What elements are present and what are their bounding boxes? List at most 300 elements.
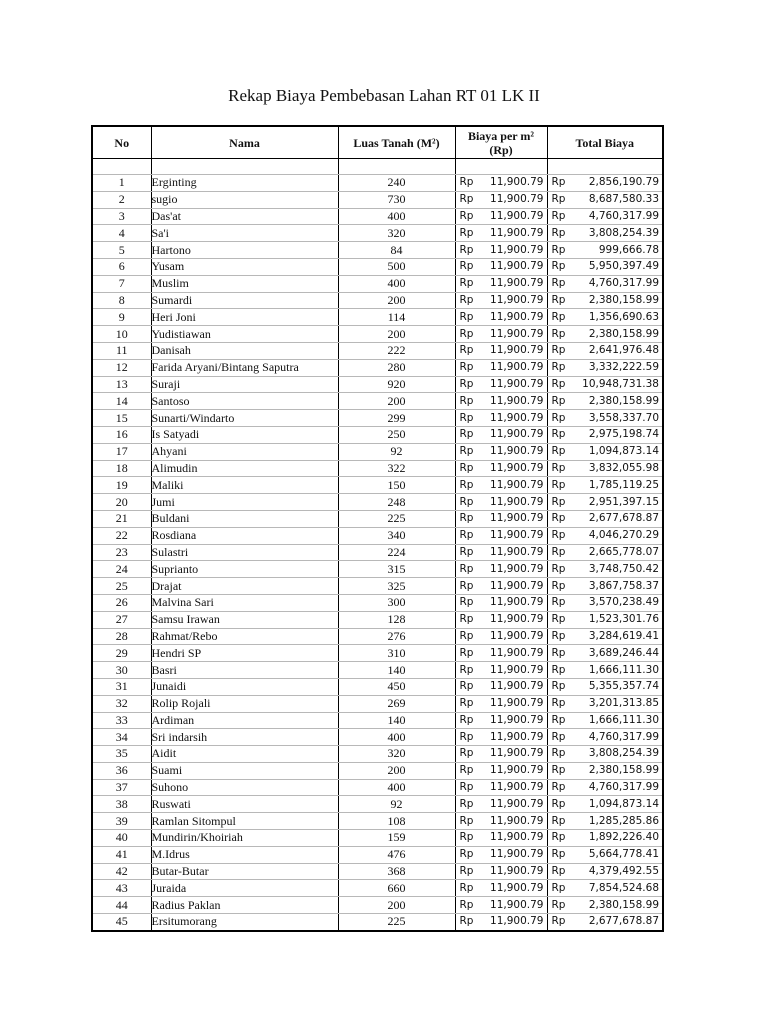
row-biaya (455, 628, 547, 645)
table-row (92, 712, 663, 729)
total-value: 7,854,524.68 (588, 881, 659, 894)
total-value: 5,355,357.74 (588, 680, 659, 693)
row-no: 27 (92, 611, 151, 628)
row-luas: 92 (338, 796, 455, 813)
row-biaya (455, 746, 547, 763)
row-luas: 660 (338, 880, 455, 897)
currency-label: Rp (551, 495, 566, 508)
currency-label: Rp (459, 545, 474, 558)
row-no: 13 (92, 376, 151, 393)
row-total (547, 746, 663, 763)
row-luas: 280 (338, 359, 455, 376)
currency-label: Rp (459, 445, 474, 458)
currency-label: Rp (551, 881, 566, 894)
table-row (92, 258, 663, 275)
header-biaya: Biaya per m² (Rp) (455, 126, 547, 159)
row-no: 21 (92, 510, 151, 527)
row-no: 5 (92, 242, 151, 259)
row-no: 45 (92, 914, 151, 931)
currency-label: Rp (459, 596, 474, 609)
total-value: 4,046,270.29 (588, 529, 659, 542)
biaya-value: 11,900.79 (490, 680, 544, 693)
row-luas: 248 (338, 494, 455, 511)
row-biaya (455, 292, 547, 309)
currency-label: Rp (459, 243, 474, 256)
currency-label: Rp (459, 646, 474, 659)
row-total (547, 779, 663, 796)
row-nama: Junaidi (151, 678, 338, 695)
total-value: 2,641,976.48 (588, 344, 659, 357)
currency-label: Rp (551, 209, 566, 222)
row-nama: Rosdiana (151, 527, 338, 544)
currency-label: Rp (551, 512, 566, 525)
row-total (547, 762, 663, 779)
biaya-value: 11,900.79 (490, 797, 544, 810)
total-value: 3,808,254.39 (588, 226, 659, 239)
row-no: 8 (92, 292, 151, 309)
table-row (92, 443, 663, 460)
total-value: 1,356,690.63 (588, 310, 659, 323)
row-biaya (455, 175, 547, 192)
biaya-value: 11,900.79 (490, 713, 544, 726)
table-row (92, 544, 663, 561)
biaya-value: 11,900.79 (490, 445, 544, 458)
row-total (547, 376, 663, 393)
row-biaya (455, 762, 547, 779)
table-row (92, 376, 663, 393)
row-total (547, 443, 663, 460)
currency-label: Rp (459, 747, 474, 760)
row-total (547, 359, 663, 376)
row-no: 44 (92, 897, 151, 914)
row-total (547, 460, 663, 477)
total-value: 2,677,678.87 (588, 512, 659, 525)
row-nama: Suraji (151, 376, 338, 393)
row-no: 19 (92, 477, 151, 494)
biaya-value: 11,900.79 (490, 377, 544, 390)
table-header-row (92, 126, 663, 159)
currency-label: Rp (459, 495, 474, 508)
row-total (547, 628, 663, 645)
total-value: 3,832,055.98 (588, 461, 659, 474)
row-nama: Malvina Sari (151, 594, 338, 611)
currency-label: Rp (551, 478, 566, 491)
row-total (547, 393, 663, 410)
row-nama: Ahyani (151, 443, 338, 460)
table-row (92, 846, 663, 863)
page-title: Rekap Biaya Pembebasan Lahan RT 01 LK II (228, 86, 540, 105)
currency-label: Rp (459, 193, 474, 206)
currency-label: Rp (459, 461, 474, 474)
row-luas: 225 (338, 914, 455, 931)
currency-label: Rp (459, 898, 474, 911)
row-no: 38 (92, 796, 151, 813)
row-total (547, 578, 663, 595)
table-row (92, 494, 663, 511)
row-nama: Sri indarsih (151, 729, 338, 746)
row-total (547, 561, 663, 578)
row-no: 24 (92, 561, 151, 578)
total-value: 999,666.78 (598, 243, 659, 256)
row-no: 15 (92, 410, 151, 427)
row-biaya (455, 830, 547, 847)
currency-label: Rp (551, 898, 566, 911)
total-value: 2,380,158.99 (588, 764, 659, 777)
row-nama: Maliki (151, 477, 338, 494)
row-no: 29 (92, 645, 151, 662)
row-luas: 368 (338, 863, 455, 880)
row-luas: 128 (338, 611, 455, 628)
currency-label: Rp (459, 361, 474, 374)
total-value: 4,760,317.99 (588, 730, 659, 743)
total-value: 8,687,580.33 (588, 193, 659, 206)
currency-label: Rp (551, 293, 566, 306)
row-luas: 108 (338, 813, 455, 830)
currency-label: Rp (459, 562, 474, 575)
row-luas: 299 (338, 410, 455, 427)
biaya-value: 11,900.79 (490, 411, 544, 424)
currency-label: Rp (551, 680, 566, 693)
biaya-value: 11,900.79 (490, 209, 544, 222)
biaya-value: 11,900.79 (490, 176, 544, 189)
row-biaya (455, 527, 547, 544)
biaya-value: 11,900.79 (490, 529, 544, 542)
table-row (92, 359, 663, 376)
row-no: 7 (92, 275, 151, 292)
currency-label: Rp (551, 713, 566, 726)
row-nama: Sunarti/Windarto (151, 410, 338, 427)
row-total (547, 914, 663, 931)
table-row (92, 561, 663, 578)
total-value: 3,558,337.70 (588, 411, 659, 424)
row-luas: 340 (338, 527, 455, 544)
row-luas: 200 (338, 326, 455, 343)
total-value: 3,748,750.42 (588, 562, 659, 575)
biaya-value: 11,900.79 (490, 545, 544, 558)
biaya-value: 11,900.79 (490, 193, 544, 206)
header-luas: Luas Tanah (M²) (338, 126, 455, 159)
biaya-value: 11,900.79 (490, 629, 544, 642)
row-nama: Yudistiawan (151, 326, 338, 343)
row-nama: Suami (151, 762, 338, 779)
row-no: 43 (92, 880, 151, 897)
currency-label: Rp (551, 411, 566, 424)
row-nama: Aidit (151, 746, 338, 763)
row-nama: Das'at (151, 208, 338, 225)
currency-label: Rp (459, 428, 474, 441)
row-nama: Buldani (151, 510, 338, 527)
currency-label: Rp (459, 394, 474, 407)
row-total (547, 712, 663, 729)
biaya-value: 11,900.79 (490, 327, 544, 340)
row-biaya (455, 712, 547, 729)
currency-label: Rp (459, 865, 474, 878)
row-no: 12 (92, 359, 151, 376)
row-biaya (455, 729, 547, 746)
currency-label: Rp (459, 764, 474, 777)
row-nama: Santoso (151, 393, 338, 410)
currency-label: Rp (551, 176, 566, 189)
row-no: 40 (92, 830, 151, 847)
header-total: Total Biaya (547, 126, 663, 159)
row-luas: 150 (338, 477, 455, 494)
biaya-value: 11,900.79 (490, 663, 544, 676)
row-nama: Hartono (151, 242, 338, 259)
currency-label: Rp (551, 596, 566, 609)
currency-label: Rp (551, 361, 566, 374)
row-no: 35 (92, 746, 151, 763)
table-row (92, 342, 663, 359)
row-nama: Suprianto (151, 561, 338, 578)
total-value: 1,785,119.25 (588, 478, 659, 491)
total-value: 3,689,246.44 (588, 646, 659, 659)
row-nama: Suhono (151, 779, 338, 796)
currency-label: Rp (459, 176, 474, 189)
currency-label: Rp (551, 344, 566, 357)
row-nama: Heri Joni (151, 309, 338, 326)
row-total (547, 225, 663, 242)
row-biaya (455, 561, 547, 578)
row-luas: 500 (338, 258, 455, 275)
row-total (547, 611, 663, 628)
row-no: 9 (92, 309, 151, 326)
currency-label: Rp (551, 646, 566, 659)
row-biaya (455, 275, 547, 292)
biaya-value: 11,900.79 (490, 596, 544, 609)
biaya-value: 11,900.79 (490, 697, 544, 710)
row-biaya (455, 258, 547, 275)
row-nama: Jumi (151, 494, 338, 511)
table-row (92, 527, 663, 544)
row-biaya (455, 426, 547, 443)
currency-label: Rp (459, 327, 474, 340)
row-nama: Farida Aryani/Bintang Saputra (151, 359, 338, 376)
row-luas: 222 (338, 342, 455, 359)
row-no: 39 (92, 813, 151, 830)
total-value: 2,380,158.99 (588, 293, 659, 306)
table-row (92, 863, 663, 880)
currency-label: Rp (459, 848, 474, 861)
table-row (92, 628, 663, 645)
row-nama: M.Idrus (151, 846, 338, 863)
row-biaya (455, 242, 547, 259)
table-row (92, 460, 663, 477)
row-total (547, 426, 663, 443)
biaya-value: 11,900.79 (490, 865, 544, 878)
biaya-value: 11,900.79 (490, 260, 544, 273)
currency-label: Rp (459, 377, 474, 390)
row-luas: 300 (338, 594, 455, 611)
currency-label: Rp (459, 629, 474, 642)
currency-label: Rp (459, 797, 474, 810)
row-total (547, 191, 663, 208)
table-row (92, 779, 663, 796)
currency-label: Rp (551, 529, 566, 542)
row-nama: Muslim (151, 275, 338, 292)
table-row (92, 813, 663, 830)
currency-label: Rp (459, 915, 474, 928)
row-biaya (455, 611, 547, 628)
biaya-value: 11,900.79 (490, 478, 544, 491)
currency-label: Rp (459, 881, 474, 894)
row-nama: Erginting (151, 175, 338, 192)
biaya-value: 11,900.79 (490, 915, 544, 928)
row-luas: 450 (338, 678, 455, 695)
total-value: 4,760,317.99 (588, 209, 659, 222)
currency-label: Rp (551, 764, 566, 777)
total-value: 4,760,317.99 (588, 781, 659, 794)
row-no: 16 (92, 426, 151, 443)
currency-label: Rp (551, 797, 566, 810)
row-no: 23 (92, 544, 151, 561)
total-value: 5,950,397.49 (588, 260, 659, 273)
row-biaya (455, 477, 547, 494)
table-row (92, 897, 663, 914)
row-biaya (455, 443, 547, 460)
currency-label: Rp (551, 697, 566, 710)
biaya-value: 11,900.79 (490, 646, 544, 659)
biaya-value: 11,900.79 (490, 764, 544, 777)
total-value: 2,665,778.07 (588, 545, 659, 558)
total-value: 1,523,301.76 (588, 613, 659, 626)
row-no: 3 (92, 208, 151, 225)
row-luas: 400 (338, 275, 455, 292)
land-cost-table (91, 125, 664, 932)
currency-label: Rp (459, 293, 474, 306)
row-luas: 320 (338, 225, 455, 242)
row-nama: Is Satyadi (151, 426, 338, 443)
table-row (92, 292, 663, 309)
currency-label: Rp (551, 781, 566, 794)
row-luas: 320 (338, 746, 455, 763)
table-row (92, 477, 663, 494)
currency-label: Rp (551, 428, 566, 441)
row-luas: 140 (338, 662, 455, 679)
row-no: 20 (92, 494, 151, 511)
currency-label: Rp (459, 730, 474, 743)
row-total (547, 510, 663, 527)
biaya-value: 11,900.79 (490, 781, 544, 794)
row-total (547, 813, 663, 830)
spacer-row (92, 159, 663, 175)
row-no: 14 (92, 393, 151, 410)
table-row (92, 326, 663, 343)
row-total (547, 258, 663, 275)
currency-label: Rp (551, 243, 566, 256)
row-luas: 400 (338, 729, 455, 746)
total-value: 4,379,492.55 (588, 865, 659, 878)
header-no: No (92, 126, 151, 159)
table-row (92, 175, 663, 192)
row-total (547, 645, 663, 662)
biaya-value: 11,900.79 (490, 831, 544, 844)
currency-label: Rp (551, 193, 566, 206)
table-row (92, 594, 663, 611)
row-luas: 269 (338, 695, 455, 712)
currency-label: Rp (459, 613, 474, 626)
row-total (547, 342, 663, 359)
row-nama: Sumardi (151, 292, 338, 309)
total-value: 3,201,313.85 (588, 697, 659, 710)
table-row (92, 225, 663, 242)
row-biaya (455, 578, 547, 595)
row-luas: 200 (338, 762, 455, 779)
row-no: 28 (92, 628, 151, 645)
currency-label: Rp (459, 713, 474, 726)
row-biaya (455, 645, 547, 662)
row-no: 10 (92, 326, 151, 343)
currency-label: Rp (551, 394, 566, 407)
total-value: 1,892,226.40 (588, 831, 659, 844)
row-nama: Drajat (151, 578, 338, 595)
row-luas: 276 (338, 628, 455, 645)
biaya-value: 11,900.79 (490, 277, 544, 290)
total-value: 2,677,678.87 (588, 915, 659, 928)
row-total (547, 275, 663, 292)
row-no: 22 (92, 527, 151, 544)
row-biaya (455, 863, 547, 880)
row-total (547, 594, 663, 611)
currency-label: Rp (459, 680, 474, 693)
row-total (547, 242, 663, 259)
row-biaya (455, 410, 547, 427)
row-total (547, 292, 663, 309)
row-no: 2 (92, 191, 151, 208)
biaya-value: 11,900.79 (490, 461, 544, 474)
table-row (92, 426, 663, 443)
row-nama: Sulastri (151, 544, 338, 561)
table-row (92, 410, 663, 427)
row-total (547, 830, 663, 847)
total-value: 4,760,317.99 (588, 277, 659, 290)
table-row (92, 678, 663, 695)
currency-label: Rp (551, 663, 566, 676)
currency-label: Rp (551, 814, 566, 827)
row-biaya (455, 796, 547, 813)
row-biaya (455, 309, 547, 326)
total-value: 3,284,619.41 (588, 629, 659, 642)
row-nama: Ruswati (151, 796, 338, 813)
row-no: 30 (92, 662, 151, 679)
row-nama: Mundirin/Khoiriah (151, 830, 338, 847)
row-biaya (455, 342, 547, 359)
total-value: 1,094,873.14 (588, 445, 659, 458)
row-luas: 84 (338, 242, 455, 259)
row-biaya (455, 494, 547, 511)
biaya-value: 11,900.79 (490, 881, 544, 894)
row-luas: 325 (338, 578, 455, 595)
currency-label: Rp (551, 445, 566, 458)
table-row (92, 611, 663, 628)
row-nama: Rahmat/Rebo (151, 628, 338, 645)
row-nama: Radius Paklan (151, 897, 338, 914)
row-total (547, 544, 663, 561)
row-luas: 476 (338, 846, 455, 863)
row-total (547, 309, 663, 326)
row-nama: Samsu Irawan (151, 611, 338, 628)
currency-label: Rp (551, 377, 566, 390)
currency-label: Rp (459, 478, 474, 491)
row-no: 34 (92, 729, 151, 746)
row-nama: Basri (151, 662, 338, 679)
currency-label: Rp (551, 226, 566, 239)
row-total (547, 863, 663, 880)
row-nama: Ramlan Sitompul (151, 813, 338, 830)
currency-label: Rp (551, 747, 566, 760)
table-row (92, 242, 663, 259)
currency-label: Rp (459, 226, 474, 239)
row-no: 6 (92, 258, 151, 275)
